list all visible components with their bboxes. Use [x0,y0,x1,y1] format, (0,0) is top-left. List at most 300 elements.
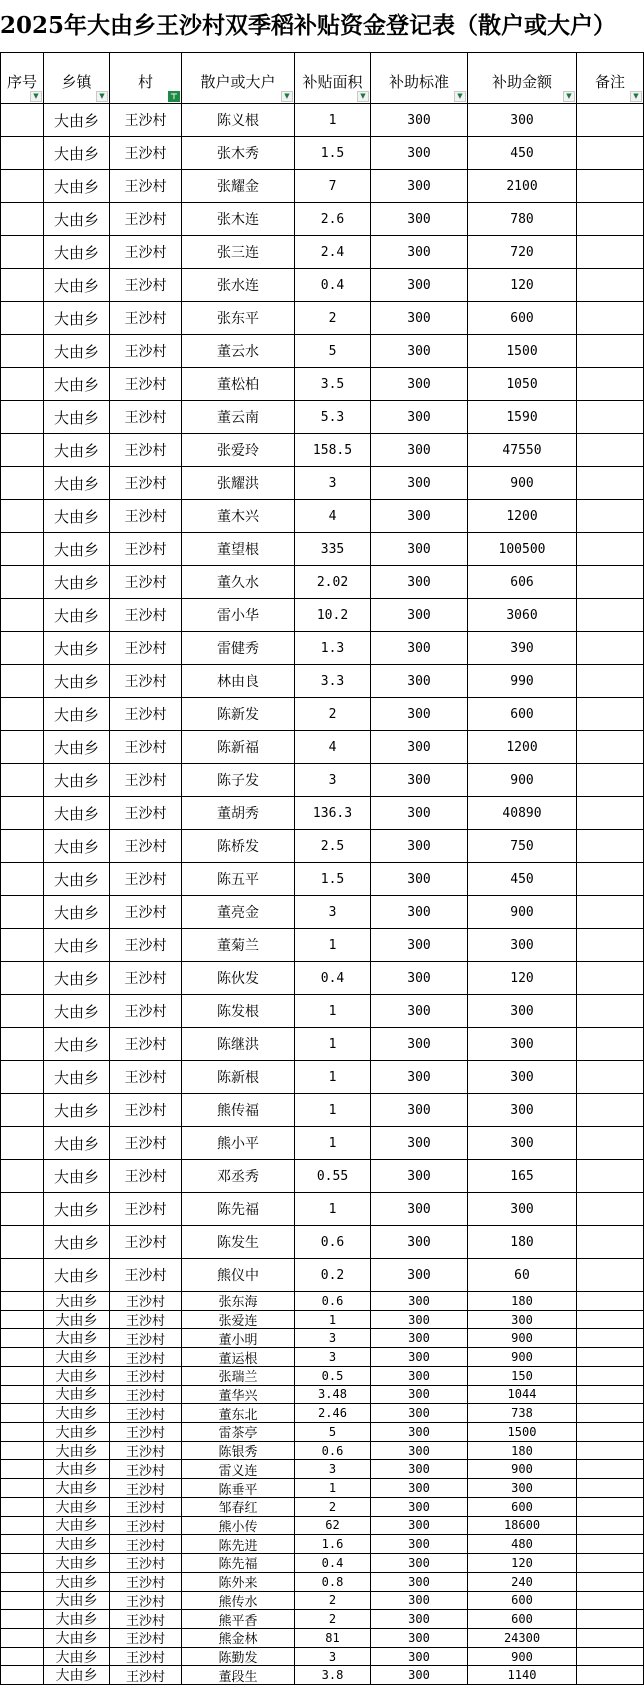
cell-household[interactable]: 陈银秀 [182,1442,295,1461]
cell-township[interactable]: 大由乡 [44,137,110,170]
cell-township[interactable]: 大由乡 [44,368,110,401]
filter-dropdown-icon[interactable]: ▼ [281,91,293,102]
cell-remarks[interactable] [577,632,644,665]
cell-subsidy-standard[interactable]: 300 [371,1259,468,1292]
cell-subsidy-amount[interactable]: 750 [468,830,577,863]
cell-village[interactable]: 王沙村 [110,665,182,698]
cell-subsidy-area[interactable]: 2 [295,1498,371,1517]
cell-subsidy-amount[interactable]: 300 [468,1193,577,1226]
cell-village[interactable]: 王沙村 [110,1193,182,1226]
cell-subsidy-standard[interactable]: 300 [371,1386,468,1405]
cell-subsidy-standard[interactable]: 300 [371,500,468,533]
cell-township[interactable]: 大由乡 [44,1573,110,1592]
cell-subsidy-standard[interactable]: 300 [371,368,468,401]
cell-household[interactable]: 张东平 [182,302,295,335]
cell-serial-no[interactable] [0,1193,44,1226]
cell-village[interactable]: 王沙村 [110,1479,182,1498]
cell-township[interactable]: 大由乡 [44,665,110,698]
cell-township[interactable]: 大由乡 [44,1648,110,1667]
cell-subsidy-standard[interactable]: 300 [371,335,468,368]
column-header-household[interactable] [182,52,295,104]
cell-remarks[interactable] [577,170,644,203]
cell-subsidy-area[interactable]: 3 [295,1648,371,1667]
cell-subsidy-amount[interactable]: 1200 [468,500,577,533]
cell-household[interactable]: 陈伙发 [182,962,295,995]
cell-township[interactable]: 大由乡 [44,1610,110,1629]
cell-village[interactable]: 王沙村 [110,830,182,863]
cell-subsidy-standard[interactable]: 300 [371,1666,468,1685]
cell-subsidy-amount[interactable]: 600 [468,1610,577,1629]
cell-subsidy-amount[interactable]: 900 [468,1648,577,1667]
cell-village[interactable]: 王沙村 [110,896,182,929]
cell-township[interactable]: 大由乡 [44,1348,110,1367]
cell-household[interactable]: 陈子发 [182,764,295,797]
cell-serial-no[interactable] [0,1348,44,1367]
cell-village[interactable]: 王沙村 [110,1386,182,1405]
cell-village[interactable]: 王沙村 [110,764,182,797]
cell-subsidy-standard[interactable]: 300 [371,698,468,731]
cell-subsidy-area[interactable]: 1.5 [295,863,371,896]
cell-household[interactable]: 熊仪中 [182,1259,295,1292]
cell-subsidy-area[interactable]: 1 [295,1311,371,1330]
cell-serial-no[interactable] [0,1479,44,1498]
cell-township[interactable]: 大由乡 [44,1423,110,1442]
cell-serial-no[interactable] [0,962,44,995]
cell-household[interactable]: 董云南 [182,401,295,434]
column-header-subsidy-area[interactable] [295,52,371,104]
cell-village[interactable]: 王沙村 [110,1160,182,1193]
cell-remarks[interactable] [577,533,644,566]
cell-subsidy-area[interactable]: 3.3 [295,665,371,698]
cell-subsidy-area[interactable]: 5 [295,335,371,368]
cell-serial-no[interactable] [0,1460,44,1479]
cell-subsidy-area[interactable]: 2.6 [295,203,371,236]
cell-subsidy-standard[interactable]: 300 [371,1404,468,1423]
cell-household[interactable]: 董胡秀 [182,797,295,830]
cell-subsidy-area[interactable]: 1 [295,1127,371,1160]
cell-township[interactable]: 大由乡 [44,1094,110,1127]
cell-household[interactable]: 张东海 [182,1292,295,1311]
cell-subsidy-area[interactable]: 1 [295,1028,371,1061]
cell-serial-no[interactable] [0,1311,44,1330]
cell-remarks[interactable] [577,830,644,863]
cell-household[interactable]: 熊小平 [182,1127,295,1160]
cell-serial-no[interactable] [0,236,44,269]
cell-village[interactable]: 王沙村 [110,1666,182,1685]
cell-subsidy-area[interactable]: 2.5 [295,830,371,863]
cell-subsidy-amount[interactable]: 1200 [468,731,577,764]
cell-subsidy-amount[interactable]: 300 [468,1311,577,1330]
cell-village[interactable]: 王沙村 [110,1535,182,1554]
cell-subsidy-standard[interactable]: 300 [371,863,468,896]
cell-village[interactable]: 王沙村 [110,1554,182,1573]
cell-subsidy-amount[interactable]: 165 [468,1160,577,1193]
cell-household[interactable]: 张三连 [182,236,295,269]
cell-subsidy-amount[interactable]: 900 [468,764,577,797]
cell-subsidy-area[interactable]: 1.3 [295,632,371,665]
cell-village[interactable]: 王沙村 [110,1648,182,1667]
cell-household[interactable]: 陈新发 [182,698,295,731]
cell-remarks[interactable] [577,1367,644,1386]
cell-subsidy-amount[interactable]: 1044 [468,1386,577,1405]
cell-household[interactable]: 陈新根 [182,1061,295,1094]
cell-remarks[interactable] [577,665,644,698]
cell-serial-no[interactable] [0,1535,44,1554]
cell-township[interactable]: 大由乡 [44,104,110,137]
cell-subsidy-amount[interactable]: 900 [468,1348,577,1367]
cell-township[interactable]: 大由乡 [44,236,110,269]
cell-subsidy-area[interactable]: 4 [295,500,371,533]
cell-village[interactable]: 王沙村 [110,500,182,533]
cell-subsidy-amount[interactable]: 18600 [468,1517,577,1536]
cell-subsidy-amount[interactable]: 3060 [468,599,577,632]
cell-household[interactable]: 董段生 [182,1666,295,1685]
cell-subsidy-standard[interactable]: 300 [371,1094,468,1127]
cell-subsidy-standard[interactable]: 300 [371,1329,468,1348]
cell-subsidy-standard[interactable]: 300 [371,302,468,335]
cell-subsidy-amount[interactable]: 1140 [468,1666,577,1685]
cell-subsidy-standard[interactable]: 300 [371,401,468,434]
cell-subsidy-amount[interactable]: 180 [468,1442,577,1461]
cell-subsidy-standard[interactable]: 300 [371,1610,468,1629]
cell-remarks[interactable] [577,203,644,236]
cell-village[interactable]: 王沙村 [110,1094,182,1127]
cell-township[interactable]: 大由乡 [44,1479,110,1498]
cell-remarks[interactable] [577,1610,644,1629]
cell-subsidy-area[interactable]: 3.8 [295,1666,371,1685]
cell-township[interactable]: 大由乡 [44,1160,110,1193]
cell-subsidy-standard[interactable]: 300 [371,1498,468,1517]
cell-township[interactable]: 大由乡 [44,467,110,500]
cell-household[interactable]: 雷健秀 [182,632,295,665]
cell-subsidy-standard[interactable]: 300 [371,269,468,302]
cell-subsidy-area[interactable]: 2.4 [295,236,371,269]
cell-subsidy-standard[interactable]: 300 [371,533,468,566]
cell-village[interactable]: 王沙村 [110,995,182,1028]
cell-subsidy-area[interactable]: 3.5 [295,368,371,401]
cell-household[interactable]: 张瑞兰 [182,1367,295,1386]
cell-subsidy-area[interactable]: 0.6 [295,1226,371,1259]
cell-subsidy-amount[interactable]: 300 [468,929,577,962]
cell-subsidy-standard[interactable]: 300 [371,599,468,632]
cell-subsidy-amount[interactable]: 120 [468,962,577,995]
cell-household[interactable]: 陈勤发 [182,1648,295,1667]
cell-township[interactable]: 大由乡 [44,1404,110,1423]
cell-subsidy-amount[interactable]: 300 [468,1094,577,1127]
cell-township[interactable]: 大由乡 [44,1535,110,1554]
cell-household[interactable]: 张水连 [182,269,295,302]
cell-subsidy-amount[interactable]: 150 [468,1367,577,1386]
cell-village[interactable]: 王沙村 [110,1442,182,1461]
cell-remarks[interactable] [577,269,644,302]
column-header-serial-no[interactable] [0,52,44,104]
cell-village[interactable]: 王沙村 [110,632,182,665]
cell-subsidy-standard[interactable]: 300 [371,830,468,863]
cell-township[interactable]: 大由乡 [44,599,110,632]
cell-serial-no[interactable] [0,1554,44,1573]
cell-township[interactable]: 大由乡 [44,500,110,533]
cell-subsidy-standard[interactable]: 300 [371,1311,468,1330]
cell-subsidy-standard[interactable]: 300 [371,1442,468,1461]
cell-township[interactable]: 大由乡 [44,797,110,830]
cell-village[interactable]: 王沙村 [110,1311,182,1330]
cell-household[interactable]: 陈桥发 [182,830,295,863]
cell-subsidy-area[interactable]: 1.6 [295,1535,371,1554]
cell-township[interactable]: 大由乡 [44,1629,110,1648]
cell-village[interactable]: 王沙村 [110,170,182,203]
cell-township[interactable]: 大由乡 [44,995,110,1028]
cell-subsidy-area[interactable]: 0.5 [295,1367,371,1386]
cell-township[interactable]: 大由乡 [44,269,110,302]
cell-subsidy-amount[interactable]: 900 [468,1329,577,1348]
cell-household[interactable]: 董小明 [182,1329,295,1348]
cell-remarks[interactable] [577,1573,644,1592]
cell-subsidy-standard[interactable]: 300 [371,434,468,467]
cell-township[interactable]: 大由乡 [44,1061,110,1094]
cell-remarks[interactable] [577,434,644,467]
cell-village[interactable]: 王沙村 [110,1028,182,1061]
cell-township[interactable]: 大由乡 [44,1226,110,1259]
cell-village[interactable]: 王沙村 [110,137,182,170]
cell-serial-no[interactable] [0,1061,44,1094]
cell-subsidy-amount[interactable]: 180 [468,1292,577,1311]
cell-village[interactable]: 王沙村 [110,1610,182,1629]
cell-subsidy-area[interactable]: 2 [295,1592,371,1611]
cell-subsidy-area[interactable]: 1 [295,1094,371,1127]
cell-subsidy-standard[interactable]: 300 [371,203,468,236]
cell-village[interactable]: 王沙村 [110,401,182,434]
cell-village[interactable]: 王沙村 [110,962,182,995]
cell-village[interactable]: 王沙村 [110,1226,182,1259]
cell-subsidy-area[interactable]: 4 [295,731,371,764]
cell-household[interactable]: 董菊兰 [182,929,295,962]
cell-remarks[interactable] [577,1648,644,1667]
cell-subsidy-standard[interactable]: 300 [371,929,468,962]
cell-subsidy-standard[interactable]: 300 [371,1535,468,1554]
cell-remarks[interactable] [577,1311,644,1330]
cell-remarks[interactable] [577,1592,644,1611]
cell-serial-no[interactable] [0,1386,44,1405]
cell-household[interactable]: 张耀洪 [182,467,295,500]
column-header-subsidy-amount[interactable] [468,52,577,104]
cell-remarks[interactable] [577,137,644,170]
cell-subsidy-amount[interactable]: 600 [468,698,577,731]
cell-remarks[interactable] [577,401,644,434]
cell-serial-no[interactable] [0,137,44,170]
cell-household[interactable]: 董华兴 [182,1386,295,1405]
cell-subsidy-standard[interactable]: 300 [371,1460,468,1479]
cell-serial-no[interactable] [0,434,44,467]
cell-subsidy-amount[interactable]: 780 [468,203,577,236]
cell-serial-no[interactable] [0,203,44,236]
cell-village[interactable]: 王沙村 [110,698,182,731]
cell-subsidy-standard[interactable]: 300 [371,1554,468,1573]
cell-subsidy-standard[interactable]: 300 [371,1592,468,1611]
cell-subsidy-amount[interactable]: 480 [468,1535,577,1554]
cell-subsidy-amount[interactable]: 390 [468,632,577,665]
cell-village[interactable]: 王沙村 [110,1592,182,1611]
cell-subsidy-area[interactable]: 2 [295,1610,371,1629]
cell-subsidy-amount[interactable]: 300 [468,1127,577,1160]
cell-remarks[interactable] [577,1666,644,1685]
cell-village[interactable]: 王沙村 [110,1629,182,1648]
cell-remarks[interactable] [577,599,644,632]
cell-subsidy-amount[interactable]: 300 [468,1479,577,1498]
cell-village[interactable]: 王沙村 [110,104,182,137]
cell-subsidy-standard[interactable]: 300 [371,797,468,830]
cell-township[interactable]: 大由乡 [44,764,110,797]
cell-subsidy-area[interactable]: 5 [295,1423,371,1442]
cell-subsidy-standard[interactable]: 300 [371,1648,468,1667]
cell-village[interactable]: 王沙村 [110,269,182,302]
cell-remarks[interactable] [577,929,644,962]
cell-subsidy-area[interactable]: 3 [295,1348,371,1367]
cell-subsidy-standard[interactable]: 300 [371,1479,468,1498]
cell-subsidy-amount[interactable]: 40890 [468,797,577,830]
cell-township[interactable]: 大由乡 [44,1666,110,1685]
cell-serial-no[interactable] [0,896,44,929]
cell-village[interactable]: 王沙村 [110,1460,182,1479]
cell-village[interactable]: 王沙村 [110,533,182,566]
cell-serial-no[interactable] [0,104,44,137]
cell-village[interactable]: 王沙村 [110,566,182,599]
cell-remarks[interactable] [577,1094,644,1127]
cell-household[interactable]: 董云水 [182,335,295,368]
cell-serial-no[interactable] [0,1127,44,1160]
cell-township[interactable]: 大由乡 [44,1386,110,1405]
cell-township[interactable]: 大由乡 [44,731,110,764]
cell-subsidy-amount[interactable]: 990 [468,665,577,698]
cell-serial-no[interactable] [0,1094,44,1127]
cell-subsidy-area[interactable]: 3 [295,764,371,797]
cell-subsidy-area[interactable]: 0.4 [295,962,371,995]
cell-subsidy-standard[interactable]: 300 [371,1061,468,1094]
cell-serial-no[interactable] [0,1028,44,1061]
cell-subsidy-amount[interactable]: 600 [468,302,577,335]
cell-village[interactable]: 王沙村 [110,1367,182,1386]
cell-serial-no[interactable] [0,1517,44,1536]
cell-township[interactable]: 大由乡 [44,1329,110,1348]
cell-serial-no[interactable] [0,533,44,566]
cell-subsidy-area[interactable]: 0.8 [295,1573,371,1592]
cell-subsidy-amount[interactable]: 450 [468,863,577,896]
cell-remarks[interactable] [577,863,644,896]
cell-subsidy-amount[interactable]: 1500 [468,1423,577,1442]
cell-remarks[interactable] [577,731,644,764]
cell-subsidy-standard[interactable]: 300 [371,1193,468,1226]
cell-subsidy-standard[interactable]: 300 [371,995,468,1028]
cell-household[interactable]: 陈先进 [182,1535,295,1554]
cell-household[interactable]: 张爱玲 [182,434,295,467]
cell-household[interactable]: 董久水 [182,566,295,599]
cell-village[interactable]: 王沙村 [110,863,182,896]
cell-serial-no[interactable] [0,1367,44,1386]
cell-remarks[interactable] [577,1554,644,1573]
active-filter-icon[interactable]: ⊤ [168,91,180,102]
cell-subsidy-amount[interactable]: 300 [468,104,577,137]
filter-dropdown-icon[interactable]: ▼ [30,91,42,102]
cell-serial-no[interactable] [0,797,44,830]
cell-household[interactable]: 陈五平 [182,863,295,896]
cell-township[interactable]: 大由乡 [44,632,110,665]
cell-subsidy-area[interactable]: 3 [295,467,371,500]
cell-subsidy-amount[interactable]: 450 [468,137,577,170]
cell-subsidy-amount[interactable]: 47550 [468,434,577,467]
cell-subsidy-standard[interactable]: 300 [371,1573,468,1592]
cell-serial-no[interactable] [0,731,44,764]
cell-household[interactable]: 熊小传 [182,1517,295,1536]
cell-serial-no[interactable] [0,863,44,896]
cell-serial-no[interactable] [0,566,44,599]
cell-remarks[interactable] [577,1442,644,1461]
cell-subsidy-area[interactable]: 1.5 [295,137,371,170]
cell-serial-no[interactable] [0,1629,44,1648]
cell-serial-no[interactable] [0,1498,44,1517]
cell-household[interactable]: 董望根 [182,533,295,566]
cell-village[interactable]: 王沙村 [110,467,182,500]
cell-serial-no[interactable] [0,995,44,1028]
cell-township[interactable]: 大由乡 [44,830,110,863]
cell-subsidy-area[interactable]: 1 [295,1193,371,1226]
filter-dropdown-icon[interactable]: ▼ [563,91,575,102]
cell-serial-no[interactable] [0,1292,44,1311]
cell-household[interactable]: 陈发根 [182,995,295,1028]
cell-village[interactable]: 王沙村 [110,1127,182,1160]
cell-subsidy-amount[interactable]: 24300 [468,1629,577,1648]
cell-village[interactable]: 王沙村 [110,797,182,830]
cell-serial-no[interactable] [0,665,44,698]
column-header-remarks[interactable] [577,52,644,104]
cell-serial-no[interactable] [0,1610,44,1629]
cell-subsidy-standard[interactable]: 300 [371,632,468,665]
cell-subsidy-area[interactable]: 3.48 [295,1386,371,1405]
cell-remarks[interactable] [577,1226,644,1259]
cell-subsidy-standard[interactable]: 300 [371,104,468,137]
cell-remarks[interactable] [577,1404,644,1423]
cell-village[interactable]: 王沙村 [110,1423,182,1442]
cell-township[interactable]: 大由乡 [44,566,110,599]
cell-serial-no[interactable] [0,1666,44,1685]
cell-subsidy-amount[interactable]: 60 [468,1259,577,1292]
cell-household[interactable]: 陈新福 [182,731,295,764]
cell-subsidy-area[interactable]: 3 [295,1460,371,1479]
cell-subsidy-area[interactable]: 81 [295,1629,371,1648]
cell-subsidy-area[interactable]: 0.4 [295,1554,371,1573]
cell-subsidy-area[interactable]: 7 [295,170,371,203]
cell-township[interactable]: 大由乡 [44,1498,110,1517]
cell-remarks[interactable] [577,1061,644,1094]
cell-subsidy-amount[interactable]: 720 [468,236,577,269]
cell-remarks[interactable] [577,566,644,599]
cell-subsidy-amount[interactable]: 240 [468,1573,577,1592]
cell-subsidy-amount[interactable]: 600 [468,1592,577,1611]
cell-subsidy-standard[interactable]: 300 [371,1028,468,1061]
cell-village[interactable]: 王沙村 [110,368,182,401]
cell-subsidy-amount[interactable]: 738 [468,1404,577,1423]
cell-household[interactable]: 邹春红 [182,1498,295,1517]
cell-subsidy-area[interactable]: 2.46 [295,1404,371,1423]
cell-subsidy-area[interactable]: 1 [295,104,371,137]
cell-subsidy-area[interactable]: 0.4 [295,269,371,302]
cell-township[interactable]: 大由乡 [44,434,110,467]
cell-township[interactable]: 大由乡 [44,1292,110,1311]
cell-household[interactable]: 陈义根 [182,104,295,137]
cell-remarks[interactable] [577,368,644,401]
cell-remarks[interactable] [577,1460,644,1479]
cell-remarks[interactable] [577,1160,644,1193]
cell-subsidy-standard[interactable]: 300 [371,896,468,929]
cell-subsidy-amount[interactable]: 100500 [468,533,577,566]
